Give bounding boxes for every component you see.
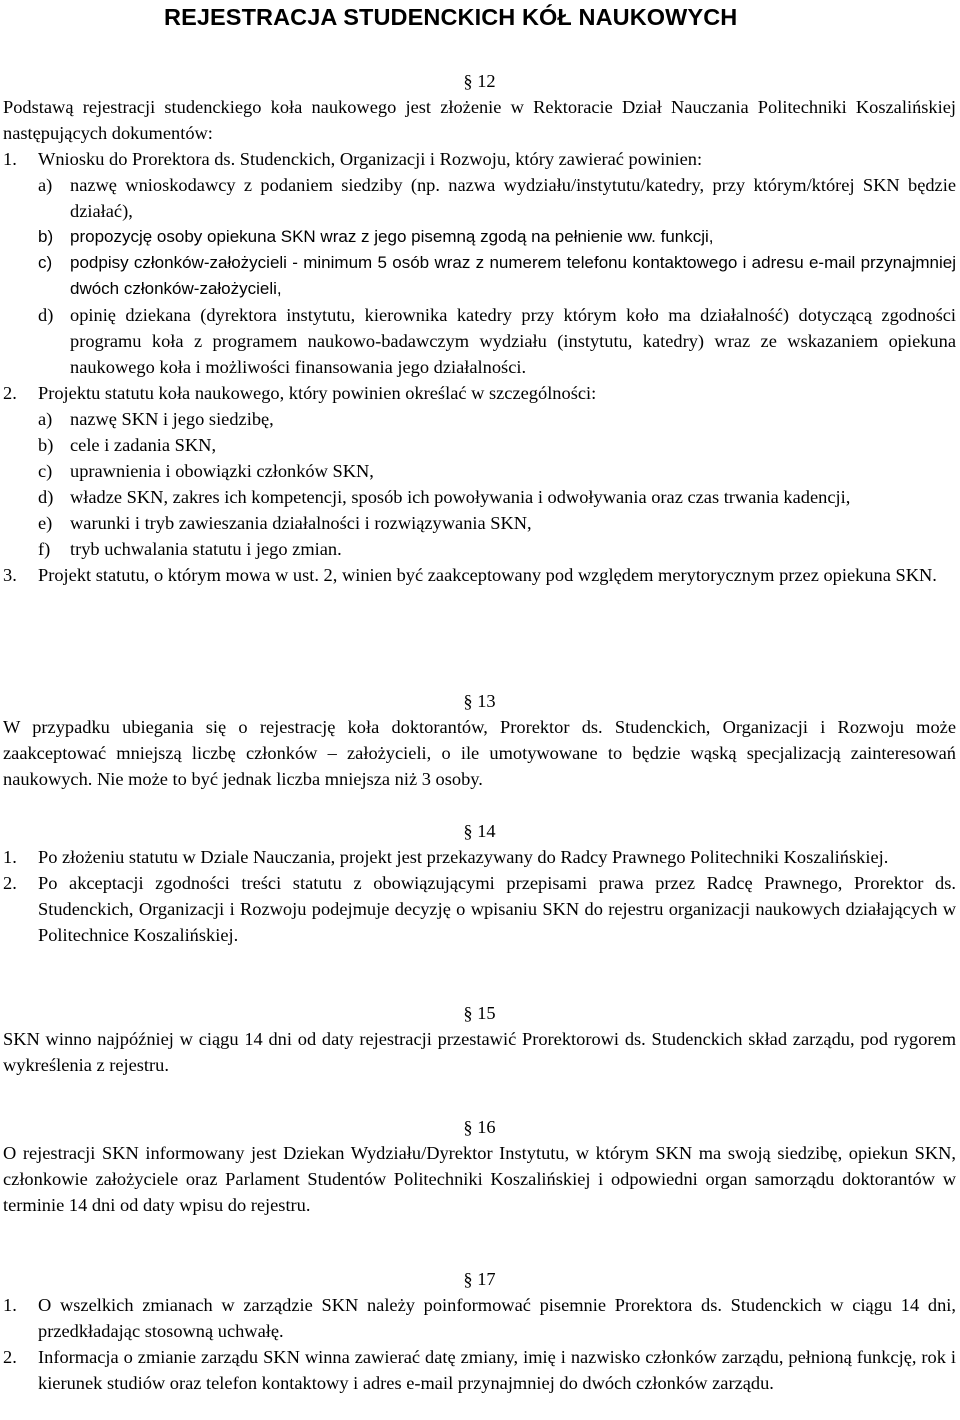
numbered-item	[3, 562, 956, 588]
sub-item-label: d)	[38, 305, 54, 325]
sub-item	[3, 406, 956, 432]
item-text: Po złożeniu statutu w Dziale Nauczania, projekt jest przekazywany do Radcy Prawnego Politechniki Koszalińskiej.	[38, 847, 889, 867]
sub-item-text: opinię dziekana (dyrektora instytutu, kierownika katedry przy którym koło ma działalność) dotyczącą zgodności programu koła z programem naukowo-badawczym wydziału (instytutu, katedry) wraz ze wskazaniem opiekuna naukowego koła i możliwości finansowania jego działalności.	[70, 305, 956, 377]
section-marker: § 16	[463, 1117, 496, 1137]
item-text: Wniosku do Prorektora ds. Studenckich, Organizacji i Rozwoju, który zawierać powinien:	[38, 149, 703, 169]
item-text: Informacja o zmianie zarządu SKN winna zawierać datę zmiany, imię i nazwisko członków zarządu, pełnioną funkcję, rok i kierunek studiów oraz telefon kontaktowy i adres e-mail przynajmniej do dwóch członków zarządu.	[38, 1347, 956, 1393]
item-number: 3.	[3, 565, 17, 585]
item-number: 1.	[3, 847, 17, 867]
section-marker: § 13	[463, 691, 496, 711]
section-text: W przypadku ubiegania się o rejestrację koła doktorantów, Prorektor ds. Studenckich, Organizacji i Rozwoju może zaakceptować mniejszą liczbę członków – założycieli, o ile umotywowane to będzie wąską specjalizacją zainteresowań naukowych. Nie może to być jednak liczba mniejsza niż 3 osoby.	[3, 717, 956, 789]
item-number: 2.	[3, 383, 17, 403]
item-text: Projekt statutu, o którym mowa w ust. 2, winien być zaakceptowany pod względem merytorycznym przez opiekuna SKN.	[38, 565, 937, 585]
sub-item-text: nazwę wnioskodawcy z podaniem siedziby (np. nazwa wydziału/instytutu/katedry, przy którym/której SKN będzie działać),	[70, 175, 956, 221]
sub-item-label: e)	[38, 513, 53, 533]
sub-item	[3, 484, 956, 510]
sub-item	[3, 432, 956, 458]
sub-item-text: warunki i tryb zawieszania działalności i rozwiązywania SKN,	[70, 513, 532, 533]
sub-item-label: b)	[38, 435, 54, 455]
sub-item-text: cele i zadania SKN,	[70, 435, 217, 455]
page-title: REJESTRACJA STUDENCKICH KÓŁ NAUKOWYCH	[164, 4, 738, 30]
sub-item	[3, 224, 956, 250]
sub-item	[3, 172, 956, 224]
numbered-item	[3, 146, 956, 172]
item-number: 1.	[3, 1295, 17, 1315]
section-text: SKN winno najpóźniej w ciągu 14 dni od daty rejestracji przestawić Prorektorowi ds. Studenckich skład zarządu, pod rygorem wykreślenia z rejestru.	[3, 1029, 956, 1075]
sub-item-text: nazwę SKN i jego siedzibę,	[70, 409, 274, 429]
section-intro: Podstawą rejestracji studenckiego koła naukowego jest złożenie w Rektoracie Dział Nauczania Politechniki Koszalińskiej następujących dokumentów:	[3, 97, 956, 143]
section-marker: § 15	[463, 1003, 496, 1023]
numbered-item	[3, 870, 956, 948]
section-12	[3, 68, 956, 588]
sub-item	[3, 536, 956, 562]
item-number: 2.	[3, 1347, 17, 1367]
item-number: 1.	[3, 149, 17, 169]
section-text: O rejestracji SKN informowany jest Dziekan Wydziału/Dyrektor Instytutu, w którym SKN ma swoją siedzibę, opiekun SKN, członkowie założyciele oraz Parlament Studentów Politechniki Koszalińskiej i odpowiedni organ samorządu doktorantów w terminie 14 dni od daty wpisu do rejestru.	[3, 1143, 956, 1215]
sub-item-text: propozycję osoby opiekuna SKN wraz z jego pisemną zgodą na pełnienie ww. funkcji,	[70, 227, 714, 246]
sub-item	[3, 250, 956, 302]
sub-item-text: podpisy członków-założycieli - minimum 5 osób wraz z numerem telefonu kontaktowego i adresu e-mail przynajmniej dwóch członków-założycieli,	[70, 253, 956, 298]
item-text: Po akceptacji zgodności treści statutu z obowiązującymi przepisami prawa przez Radcę Prawnego, Prorektor ds. Studenckich, Organizacji i Rozwoju podejmuje decyzję o wpisaniu SKN do rejestru organizacji naukowych działających w Politechnice Koszalińskiej.	[38, 873, 956, 945]
sub-item-label: a)	[38, 175, 53, 195]
section-15	[3, 1000, 956, 1078]
sub-item-text: tryb uchwalania statutu i jego zmian.	[70, 539, 342, 559]
sub-item-label: a)	[38, 409, 53, 429]
numbered-item	[3, 380, 956, 406]
section-marker: § 14	[463, 821, 496, 841]
item-text: Projektu statutu koła naukowego, który powinien określać w szczególności:	[38, 383, 597, 403]
sub-item-label: c)	[38, 461, 53, 481]
sub-item-label: c)	[38, 253, 53, 272]
sub-item-label: d)	[38, 487, 54, 507]
sub-item	[3, 302, 956, 380]
sub-item	[3, 510, 956, 536]
section-16	[3, 1114, 956, 1218]
section-17	[3, 1266, 956, 1396]
section-marker: § 17	[463, 1269, 496, 1289]
numbered-item	[3, 1292, 956, 1344]
item-text: O wszelkich zmianach w zarządzie SKN należy poinformować pisemnie Prorektora ds. Studenckich w ciągu 14 dni, przedkładając stosowną uchwałę.	[38, 1295, 956, 1341]
section-14	[3, 818, 956, 948]
sub-item-text: władze SKN, zakres ich kompetencji, sposób ich powoływania i odwoływania oraz czas trwania kadencji,	[70, 487, 851, 507]
section-13	[3, 688, 956, 792]
sub-item-label: b)	[38, 227, 54, 246]
section-marker: § 12	[463, 71, 496, 91]
sub-item-label: f)	[38, 539, 51, 559]
sub-item-text: uprawnienia i obowiązki członków SKN,	[70, 461, 374, 481]
numbered-item	[3, 1344, 956, 1396]
numbered-item	[3, 844, 956, 870]
sub-item	[3, 458, 956, 484]
item-number: 2.	[3, 873, 17, 893]
